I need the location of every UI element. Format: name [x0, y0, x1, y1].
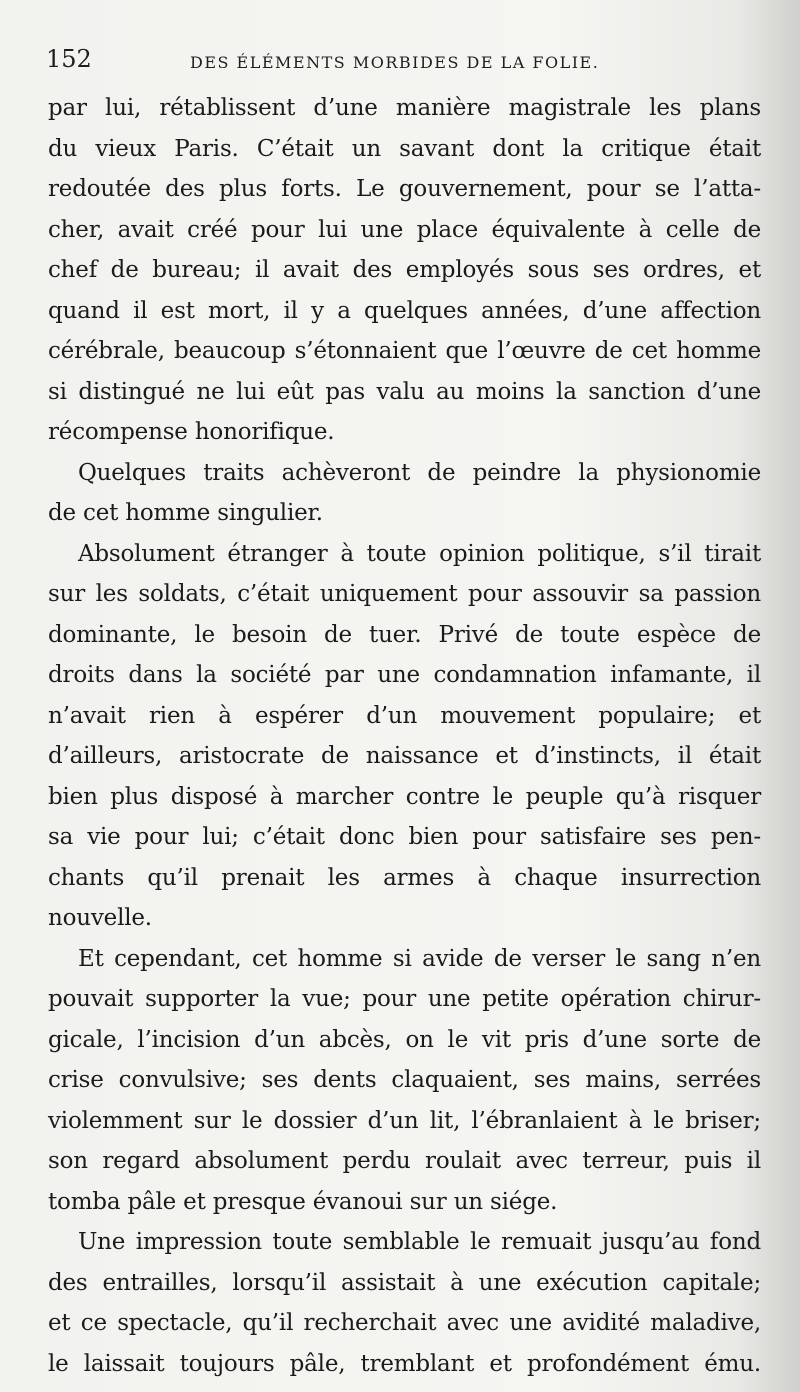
text-line: cérébrale, beaucoup s’étonnaient que l’œuvre de cet homme — [48, 338, 761, 364]
text-line: le laissait toujours pâle, tremblant et profondément ému. — [48, 1350, 761, 1377]
text-line: récompense honorifique. — [48, 419, 335, 445]
text-line: nouvelle. — [48, 905, 152, 931]
text-line: crise convulsive; ses dents claquaient, ses mains, serrées — [48, 1067, 761, 1093]
text-line: sur les soldats, c’était uniquement pour assouvir sa passion — [48, 581, 761, 607]
text-line: redoutée des plus forts. Le gouvernement, pour se l’atta- — [48, 176, 761, 202]
text-line: gicale, l’incision d’un abcès, on le vit pris d’une sorte de — [48, 1026, 761, 1053]
text-line: du vieux Paris. C’était un savant dont la critique était — [48, 135, 761, 162]
page-header — [46, 44, 756, 84]
text-line: chef de bureau; il avait des employés sous ses ordres, et — [48, 257, 761, 283]
text-line: si distingué ne lui eût pas valu au moins la sanction d’une — [48, 378, 761, 405]
text-line: Absolument étranger à toute opinion politique, s’il tirait — [78, 540, 761, 567]
running-head: DES ÉLÉMENTS MORBIDES DE LA FOLIE. — [190, 53, 600, 72]
text-line: d’ailleurs, aristocrate de naissance et d’instincts, il était — [48, 743, 761, 769]
text-line: pouvait supporter la vue; pour une petite opération chirur- — [48, 986, 761, 1012]
text-line: cher, avait créé pour lui une place équivalente à celle de — [48, 216, 761, 243]
text-line: de cet homme singulier. — [48, 500, 323, 526]
text-line: droits dans la société par une condamnation infamante, il — [48, 662, 761, 688]
text-line: Et cependant, cet homme si avide de verser le sang n’en — [78, 945, 761, 972]
text-line: bien plus disposé à marcher contre le peuple qu’à risquer — [48, 783, 761, 810]
text-line: violemment sur le dossier d’un lit, l’ébranlaient à le briser; — [48, 1107, 761, 1134]
text-line: sa vie pour lui; c’était donc bien pour satisfaire ses pen- — [48, 824, 761, 850]
text-line: dominante, le besoin de tuer. Privé de toute espèce de — [48, 621, 761, 648]
page-number: 152 — [46, 45, 92, 73]
text-line: n’avait rien à espérer d’un mouvement populaire; et — [48, 702, 761, 729]
text-line: son regard absolument perdu roulait avec terreur, puis il — [48, 1148, 761, 1174]
text-line: chants qu’il prenait les armes à chaque insurrection — [48, 864, 761, 891]
text-line: et ce spectacle, qu’il recherchait avec une avidité maladive, — [48, 1310, 761, 1336]
text-line: Quelques traits achèveront de peindre la physionomie — [78, 459, 761, 486]
text-line: quand il est mort, il y a quelques années, d’une affection — [48, 297, 761, 324]
text-line: Une impression toute semblable le remuait jusqu’au fond — [78, 1229, 761, 1255]
text-line: des entrailles, lorsqu’il assistait à une exécution capitale; — [48, 1269, 761, 1296]
body-text — [48, 88, 761, 1384]
text-line: tomba pâle et presque évanoui sur un siége. — [48, 1188, 558, 1215]
text-line: par lui, rétablissent d’une manière magistrale les plans — [48, 95, 761, 121]
